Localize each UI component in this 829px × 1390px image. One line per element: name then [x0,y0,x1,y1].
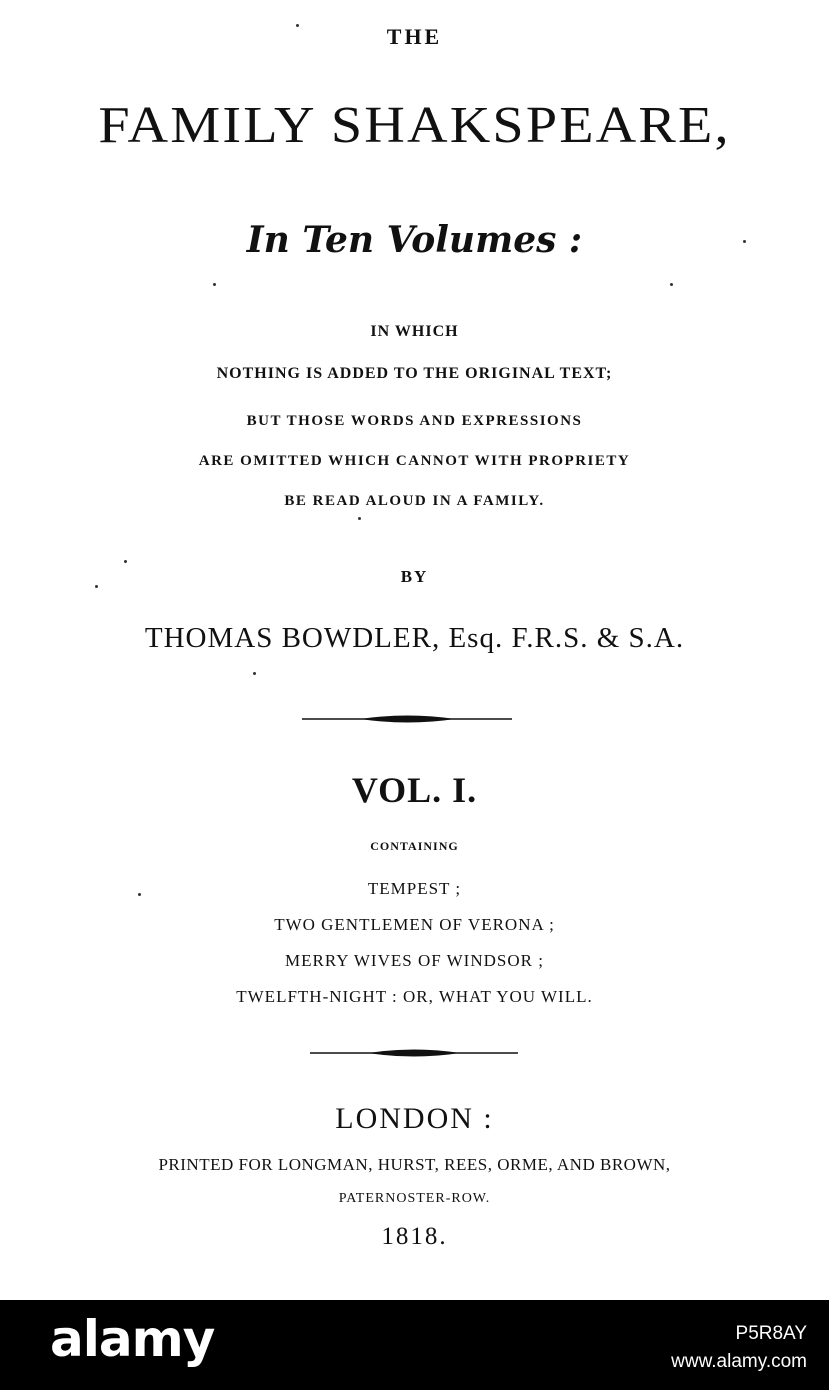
print-speck [743,240,746,243]
contents-item-1: TEMPEST ; [367,879,462,898]
print-speck [253,672,256,675]
print-speck [296,24,299,27]
description-line-4: ARE OMITTED WHICH CANNOT WITH PROPRIETY [198,453,631,469]
print-speck [358,517,361,520]
volumes-note: In Ten Volumes : [246,219,583,261]
print-speck [124,560,127,563]
imprint: PRINTED FOR LONGMAN, HURST, REES, ORME, AND BROWN, [158,1155,671,1174]
print-speck [213,283,216,286]
contents-item-2: TWO GENTLEMEN OF VERONA ; [274,915,555,934]
contents-item-4: TWELFTH-NIGHT : OR, WHAT YOU WILL. [236,987,593,1006]
volume-number: VOL. I. [351,770,478,810]
publisher-address: PATERNOSTER-ROW. [338,1191,491,1206]
publication-year: 1818. [381,1223,448,1250]
description-line-5: BE READ ALOUD IN A FAMILY. [284,493,545,509]
print-speck [95,585,98,588]
stock-watermark-bar [0,1300,829,1390]
watermark-url: www.alamy.com [671,1351,807,1372]
description-line-1: IN WHICH [370,323,459,340]
description-line-3: BUT THOSE WORDS AND EXPRESSIONS [246,413,583,429]
alamy-logo: alamy [50,1310,215,1368]
image-id: P5R8AY [735,1323,807,1344]
print-speck [138,893,141,896]
ornamental-rule-bottom [0,1042,829,1064]
by-line: BY [400,567,429,586]
ornamental-rule-top [0,708,829,730]
print-speck [670,283,673,286]
book-title: FAMILY SHAKSPEARE, [98,97,731,154]
description-line-2: NOTHING IS ADDED TO THE ORIGINAL TEXT; [216,365,613,382]
containing-label: CONTAINING [370,839,459,853]
publication-city: LONDON : [335,1102,494,1135]
contents-item-3: MERRY WIVES OF WINDSOR ; [285,951,544,970]
author: THOMAS BOWDLER, Esq. F.R.S. & S.A. [144,622,685,654]
title-article: THE [386,24,443,49]
